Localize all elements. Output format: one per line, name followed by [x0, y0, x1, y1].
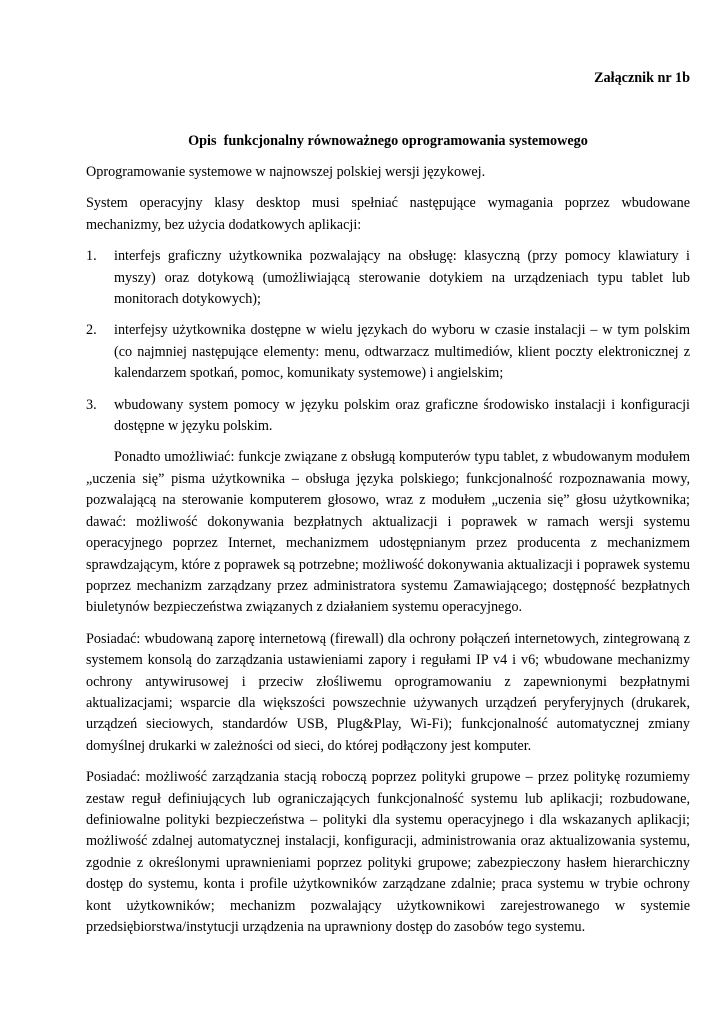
list-item — [86, 246, 690, 310]
list-item-text: interfejsy użytkownika dostępne w wielu językach do wyboru w czasie instalacji – w tym polskim (co najmniej następujące elementy: menu, odtwarzacz multimediów, klient poczty elektronicznej z kalendarzem spotkań, pomoc, komunikaty systemowe) i angielskim; — [114, 322, 690, 382]
list-item — [86, 395, 690, 438]
document-title: Opis funkcjonalny równoważnego oprogramowania systemowego — [188, 133, 588, 149]
list-item-number: 3. — [86, 396, 97, 413]
additional-features-paragraph: Ponadto umożliwiać: funkcje związane z obsługą komputerów typu tablet, z wbudowanym modułem „uczenia się” pisma użytkownika – obsługa języka polskiego; funkcjonalność rozpoznawania mowy, pozwalającą na sterowanie komputerem głosowo, wraz z modułem „uczenia się” głosu użytkownika; dawać: możliwość dokonywania bezpłatnych aktualizacji i poprawek w ramach wersji systemu operacyjnego poprzez Internet, mechanizmem udostępnianym przez producenta z mechanizmem sprawdzającym, które z poprawek są potrzebne; możliwość dokonywania aktualizacji i poprawek systemu poprzez mechanizm zarządzany przez administratora systemu Zamawiającego; dostępność bezpłatnych biuletynów bezpieczeństwa związanych z działaniem systemu operacyjnego. — [86, 449, 690, 616]
attachment-label: Załącznik nr 1b — [594, 70, 690, 86]
list-item-number: 2. — [86, 322, 97, 339]
document-body — [86, 162, 690, 948]
list-item-number: 1. — [86, 248, 97, 265]
requirements-intro-paragraph: System operacyjny klasy desktop musi spełniać następujące wymagania poprzez wbudowane mechanizmy, bez użycia dodatkowych aplikacji: — [86, 195, 690, 233]
list-item — [86, 320, 690, 384]
requirements-list — [86, 246, 690, 437]
list-item-text: interfejs graficzny użytkownika pozwalający na obsługę: klasyczną (przy pomocy klawiatury i myszy) oraz dotykową (umożliwiającą sterowanie dotykiem na urządzeniach typu tablet lub monitorach dotykowych); — [114, 248, 690, 308]
security-paragraph: Posiadać: wbudowaną zaporę internetową (firewall) dla ochrony połączeń internetowych, zintegrowaną z systemem konsolą do zarządzania ustawieniami zapory i regułami IP v4 i v6; wbudowane mechanizmy ochrony antywirusowej i przeciw złośliwemu oprogramowaniu z zapewnionymi bezpłatnymi aktualizacjami; wsparcie dla większości powszechnie używanych urządzeń peryferyjnych (drukarek, urządzeń sieciowych, standardów USB, Plug&Play, Wi-Fi); funkcjonalność automatycznej zmiany domyślnej drukarki w zależności od sieci, do której podłączony jest komputer. — [86, 630, 690, 754]
management-paragraph: Posiadać: możliwość zarządzania stacją roboczą poprzez polityki grupowe – przez politykę rozumiemy zestaw reguł definiujących lub ograniczających funkcjonalność systemu lub aplikacji; rozbudowane, definiowalne polityki bezpieczeństwa – polityki dla systemu operacyjnego i dla wskazanych aplikacji; możliwość zdalnej automatycznej instalacji, konfiguracji, administrowania oraz aktualizowania systemu, zgodnie z określonymi uprawnieniami poprzez polityki grupowe; zabezpieczony hasłem hierarchiczny dostęp do systemu, konta i profile użytkowników zarządzane zdalnie; praca systemu w trybie ochrony kont użytkowników; mechanizm pozwalający użytkownikowi zarejestrowanego w systemie przedsiębiorstwa/instytucji urządzenia na uprawniony dostęp do zasobów tego systemu. — [86, 769, 690, 935]
intro-paragraph: Oprogramowanie systemowe w najnowszej polskiej wersji językowej. — [86, 164, 486, 180]
list-item-text: wbudowany system pomocy w języku polskim oraz graficzne środowisko instalacji i konfiguracji dostępne w języku polskim. — [114, 396, 690, 435]
